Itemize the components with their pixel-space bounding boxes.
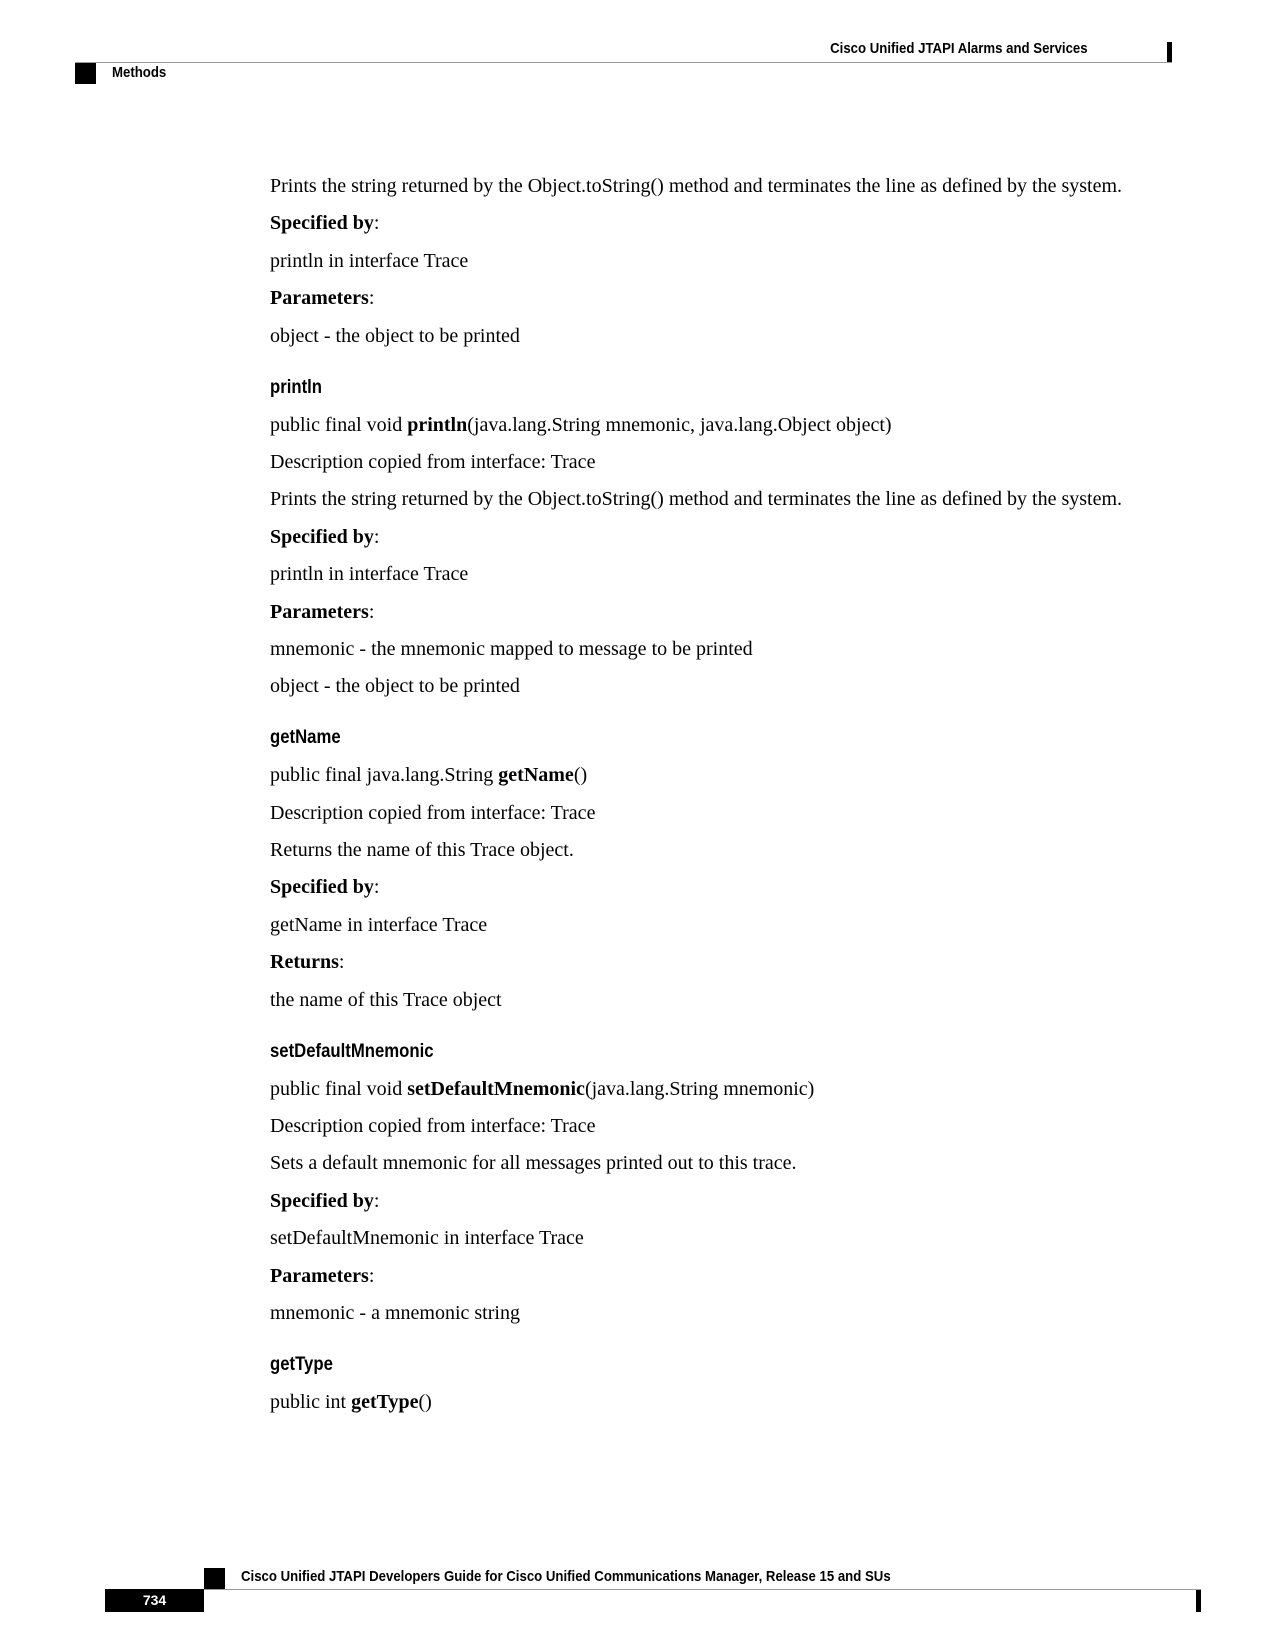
method-heading-getname: getName	[270, 727, 341, 749]
specified-by-value: setDefaultMnemonic in interface Trace	[270, 1227, 584, 1250]
section-label: Methods	[112, 64, 167, 81]
running-header-title: Cisco Unified JTAPI Alarms and Services	[830, 40, 1088, 57]
specified-by-value: println in interface Trace	[270, 563, 469, 586]
parameters-label: Parameters:	[270, 1264, 375, 1287]
specified-by-label: Specified by:	[270, 525, 380, 548]
specified-by-value: getName in interface Trace	[270, 913, 488, 936]
specified-by-value: println in interface Trace	[270, 249, 469, 272]
parameter-item: mnemonic - a mnemonic string	[270, 1301, 520, 1324]
method-signature: public final void println(java.lang.String mnemonic, java.lang.Object object)	[270, 413, 892, 436]
parameters-label: Parameters:	[270, 287, 375, 310]
page-number: 734	[105, 1589, 204, 1612]
method-heading-setdefaultmnemonic: setDefaultMnemonic	[270, 1040, 434, 1062]
specified-by-label: Specified by:	[270, 212, 380, 235]
method-description: Prints the string returned by the Object.toString() method and terminates the line as defined by the system.	[270, 175, 1123, 197]
method-signature: public final void setDefaultMnemonic(java.lang.String mnemonic)	[270, 1077, 815, 1100]
section-marker	[75, 63, 96, 84]
description-copied-note: Description copied from interface: Trace	[270, 450, 596, 473]
method-description: Prints the string returned by the Object.toString() method and terminates the line as defined by the system.	[270, 488, 1123, 511]
method-heading-gettype: getType	[270, 1353, 333, 1375]
returns-value: the name of this Trace object	[270, 988, 502, 1011]
header-bar	[1167, 42, 1172, 62]
specified-by-label: Specified by:	[270, 876, 380, 899]
footer-marker	[204, 1568, 225, 1589]
footer-rule	[204, 1589, 1201, 1590]
header-rule	[75, 62, 1172, 63]
specified-by-label: Specified by:	[270, 1189, 380, 1212]
returns-label: Returns:	[270, 951, 345, 974]
parameter-item: object - the object to be printed	[270, 324, 520, 347]
method-description: Returns the name of this Trace object.	[270, 839, 574, 862]
parameter-item: object - the object to be printed	[270, 675, 520, 698]
method-description: Sets a default mnemonic for all messages printed out to this trace.	[270, 1152, 797, 1175]
page-content	[270, 174, 1170, 1427]
parameters-label: Parameters:	[270, 600, 375, 623]
description-copied-note: Description copied from interface: Trace	[270, 801, 596, 824]
parameter-item: mnemonic - the mnemonic mapped to message to be printed	[270, 637, 753, 660]
footer-bar	[1196, 1590, 1201, 1612]
method-heading-println: println	[270, 376, 323, 398]
description-copied-note: Description copied from interface: Trace	[270, 1115, 596, 1138]
method-signature: public final java.lang.String getName()	[270, 764, 588, 787]
footer-title: Cisco Unified JTAPI Developers Guide for Cisco Unified Communications Manager, Release 15 and SUs	[241, 1568, 891, 1585]
method-signature: public int getType()	[270, 1390, 432, 1413]
